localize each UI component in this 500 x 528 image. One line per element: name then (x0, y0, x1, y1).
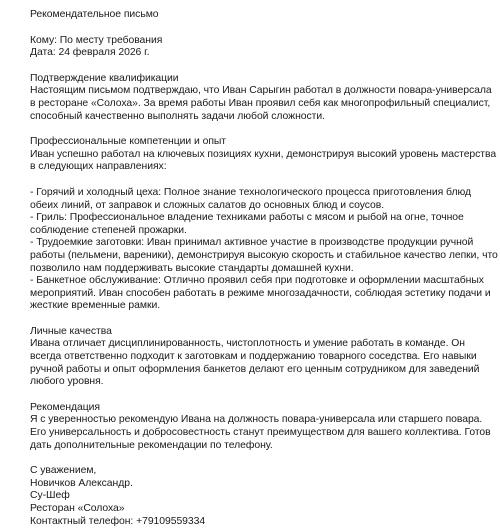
qualification-text-line: Настоящим письмом подтверждаю, что Иван Сарыгин работал в должности повара-универсала (30, 85, 492, 97)
recommendation-line: дать дополнительные рекомендации по телефону. (30, 439, 273, 451)
letter-date: Дата: 24 февраля 2026 г. (30, 47, 150, 59)
addressee-to: Кому: По месту требования (30, 34, 163, 46)
qualification-section (30, 72, 492, 123)
signature-block (30, 465, 486, 528)
signature-restaurant: Ресторан «Солоха» (30, 503, 125, 514)
signature-phone: Контактный телефон: +79109559334 (30, 515, 206, 527)
personal-qualities-line: всегда ответственно подходит к заготовкам и поддержанию товарного соседства. Его навыки (30, 351, 477, 363)
recommendation-section (30, 401, 491, 452)
personal-qualities-line: Ивана отличает дисциплинированность, чистоплотность и умение работать в команде. Он (30, 338, 465, 350)
recommendation-line: Я с уверенностью рекомендую Ивана на должность повара-универсала или старшего повара. (30, 414, 483, 426)
competency-item-grill (30, 212, 486, 237)
competency-item-kitchen (30, 187, 486, 212)
personal-qualities-heading: Личные качества (30, 325, 112, 337)
document-title: Рекомендательное письмо (30, 9, 159, 20)
qualification-heading: Подтверждение квалификации (30, 72, 179, 84)
addressee-block (30, 35, 486, 60)
competency-item-line: - Трудоемкие заготовки: Иван принимал активное участие в производстве продукции ручной (30, 237, 474, 249)
qualification-text-line: способный качественно выполнять задачи любой сложности. (30, 110, 325, 122)
qualification-text-line: в ресторане «Солоха». За время работы Иван проявил себя как многопрофильный специалист, (30, 97, 491, 109)
competency-item-line: соблюдение степеней прожарки. (30, 224, 187, 236)
competencies-intro-line: Иван успешно работал на ключевых позициях кухни, демонстрируя высокий уровень мастерства (30, 148, 497, 160)
competencies-heading: Профессиональные компетенции и опыт (30, 136, 227, 148)
competency-item-line: - Гриль: Профессиональное владение техниками работы с мясом и рыбой на огне, точное (30, 212, 464, 224)
recommendation-heading: Рекомендация (30, 401, 100, 413)
competency-item-line: - Горячий и холодный цеха: Полное знание технологического процесса приготовления блюд (30, 186, 472, 198)
competency-item-preparations (30, 237, 498, 275)
signature-closing: С уважением, (30, 465, 97, 477)
competency-item-line: - Банкетное обслуживание: Отлично проявил себя при подготовке и оформлении масштабных (30, 275, 484, 287)
personal-qualities-line: любого уровня. (30, 376, 104, 388)
competency-item-line: позволило нам поддерживать высокие стандарты домашней кухни. (30, 262, 354, 274)
signature-position: Су-Шеф (30, 490, 70, 502)
competency-item-line: жесткие временные рамки. (30, 300, 161, 312)
competencies-intro-line: в следующих направлениях: (30, 161, 167, 173)
competencies-section (30, 136, 498, 313)
competency-item-line: работы (пельмени, вареники), демонстрируя высокую скорость и стабильное качество лепки, что (30, 249, 498, 261)
competency-item-line: обеих линий, от заправок и сложных салатов до основных блюд и соусов. (30, 199, 385, 211)
personal-qualities-line: ручной работы и опыт оформления банкетов делают его ценным сотрудником для заведений (30, 363, 480, 375)
competency-item-banquet (30, 275, 491, 313)
recommendation-line: Его универсальность и добросовестность станут преимуществом для вашего коллектива. Готов (30, 427, 491, 439)
competency-item-line: мероприятий. Иван способен работать в режиме многозадачности, соблюдая эстетику подачи и (30, 287, 491, 299)
personal-qualities-section (30, 326, 486, 389)
section-spacer (30, 174, 486, 187)
signature-name: Новичков Александр. (30, 477, 133, 489)
